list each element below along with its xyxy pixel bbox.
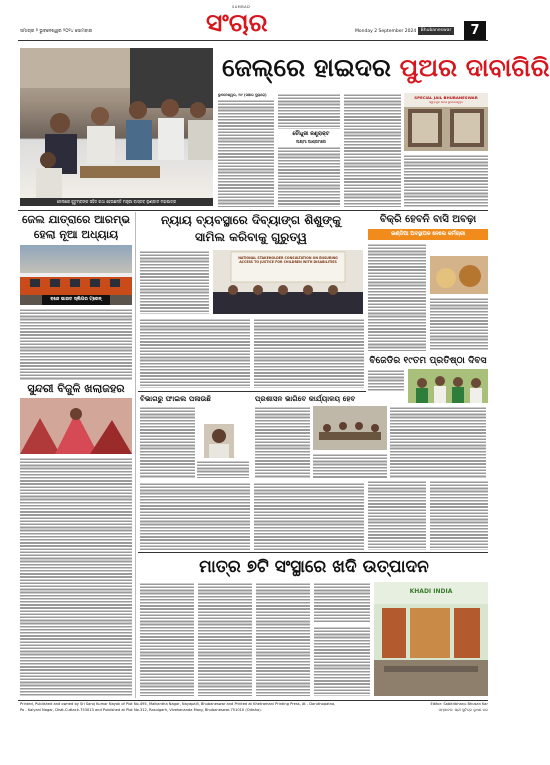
lead-photo-caption: ଜେଲରେ କୁଟୁମ୍ବଙ୍କ ସହିତ କଥା ହେଉଛନ୍ତି ମନ୍ତ୍ରୀ ବାସ୍ତବ ଲୁଣ୍ଡାଳ ମହାପାତ୍ର xyxy=(20,198,213,206)
train-caption: ବନ୍ଦେ ଭାରତ ସ୍ଲିପର ଟ୍ରେନ୍ xyxy=(42,295,110,305)
lead-col-1 xyxy=(218,99,274,207)
mid-meeting-photo xyxy=(313,406,387,450)
jail-headline-1: ଜେଲ ଯାତ୍ରାରେ ଆରମ୍ଭ xyxy=(21,213,131,226)
lead-col-2 xyxy=(278,93,340,129)
lead-dateline: ଭୁବନେଶ୍ୱର, ୧ା୯ (ସଞ୍ଚାର ବ୍ୟୁରୋ) xyxy=(218,93,267,97)
justice-col-3 xyxy=(254,318,364,388)
footer-rule xyxy=(18,700,488,701)
masthead-logo: ସଂଚାର xyxy=(206,8,268,37)
rule-bottom-story-top xyxy=(138,552,488,553)
justice-headline-1: ନ୍ୟାୟ ବ୍ୟବସ୍ଥାରେ ଦିବ୍ୟାଙ୍ଗ ଶିଶୁଙ୍କୁ xyxy=(161,213,341,227)
bjd-photo-figures xyxy=(408,369,488,403)
mid-col-5 xyxy=(390,406,486,478)
bjd-photo xyxy=(408,369,488,403)
electric-body xyxy=(20,457,132,697)
rule-justice-bottom xyxy=(138,391,366,392)
masthead-page-ref: ସମାଚାର ୨ ଭୁବନେଶ୍ୱର ୨୦୨୪ ସୋମବାର xyxy=(20,29,93,34)
special-jail-sign-odia: ସ୍ୱତନ୍ତ୍ର ଜେଲ ଭୁବନେଶ୍ୱର xyxy=(429,100,463,104)
lead-headline xyxy=(222,52,550,84)
masthead-date: Monday 2 September 2024 xyxy=(355,29,417,34)
bottom-col-1 xyxy=(140,582,194,696)
bottom-col-2 xyxy=(198,582,252,696)
sale-col-1 xyxy=(368,243,426,351)
sale-subhead: ଇଣ୍ଡିଆ ଅବସ୍ଥାପକ ନେଲେ କର୍ମଚାରୀ xyxy=(390,231,466,237)
right-body-b xyxy=(430,480,488,550)
khadi-shop-sign: KHADI INDIA xyxy=(409,588,453,595)
bottom-headline: ମାତ୍ର ୭ଟି ସଂସ୍ଥାରେ ଖଦି ଉତ୍ପାଦନ xyxy=(199,557,429,577)
masthead-city: Bhubaneswar xyxy=(420,28,452,33)
rule-left-col xyxy=(135,212,136,698)
bottom-col-5 xyxy=(314,626,370,696)
footer-rni: ସମ୍ପାଦକ: ଶ୍ରୀ ସୁଚିତ୍ର ଭୂଷଣ କର xyxy=(438,708,488,712)
masthead xyxy=(0,0,500,44)
lead-col-3 xyxy=(344,93,401,207)
lead-photo xyxy=(20,48,213,198)
rule-lead-bottom xyxy=(18,210,488,211)
lead-headline-black: ଜେଲ୍‌ରେ ହାଇଦର xyxy=(222,53,400,82)
khadi-shop-graphic xyxy=(374,582,488,696)
justice-headline-2: ସାମିଲ କରିବାକୁ ଗୁରୁତ୍ୱ xyxy=(194,230,307,244)
mid-col-1 xyxy=(140,406,195,478)
page-number: 7 xyxy=(470,23,480,38)
mid-portrait-figure xyxy=(204,424,234,458)
mid-headline-1: ବିଭାଗରୁ ଫାଇଲ ପଳାଉଛି xyxy=(140,394,211,403)
sale-subhead-box xyxy=(368,229,488,240)
mid-col-4 xyxy=(313,453,387,478)
footer-editor: Editor: Sabitribhanu Bhusan Kar xyxy=(430,702,488,706)
justice-col-1 xyxy=(140,250,209,314)
special-jail-sign: SPECIAL JAIL BHUBANESWAR xyxy=(414,95,478,100)
page-number-box xyxy=(464,21,486,40)
bjd-headline: ବିଜେଡିର ୧୯ତମ ପ୍ରତିଷ୍ଠା ଦିବସ xyxy=(369,355,487,366)
mid-meeting-figures xyxy=(313,406,387,450)
electric-photo-figures xyxy=(20,398,132,454)
mid-portrait xyxy=(204,424,234,458)
sale-photo-food xyxy=(430,256,488,294)
lead-col-2b xyxy=(278,146,340,207)
train-photo xyxy=(20,245,132,305)
center-body-a xyxy=(140,482,250,550)
jail-headline-2: ହେଲା ନୂଆ ଅଧ୍ୟାୟ xyxy=(33,228,119,241)
center-body-b xyxy=(254,482,364,550)
sale-col-2 xyxy=(430,297,488,351)
lead-headline-red: ପୁଅର ଦାବାଗିରି xyxy=(399,53,550,82)
jail-body xyxy=(20,308,132,380)
electric-photo xyxy=(20,398,132,454)
khadi-shop-photo xyxy=(374,582,488,696)
masthead-city-box xyxy=(418,27,454,35)
electric-headline: ସୁନ୍ଦରୀ ବିଜୁଳି ଖଲାଜହର xyxy=(27,382,125,395)
bottom-col-4 xyxy=(314,582,370,622)
special-jail-photo xyxy=(404,93,488,151)
sale-photo xyxy=(430,256,488,294)
mid-col-2 xyxy=(197,460,249,478)
lead-photo-figures xyxy=(20,48,213,198)
bjd-col-1 xyxy=(368,369,404,391)
masthead-logo-tag: SAMBAD xyxy=(232,5,251,9)
bottom-col-3 xyxy=(256,582,310,696)
mid-headline-2: ପ୍ରଶାସନ ଭାଗିବେ କାର୍ଯ୍ୟାଳୟ ହେବ xyxy=(255,394,356,403)
right-body-a xyxy=(368,480,426,550)
masthead-rule xyxy=(18,40,488,41)
mid-col-3 xyxy=(255,406,310,478)
sale-headline: ବିକ୍ରି ହେବନି ବାସି ଅବଢ଼ା xyxy=(379,214,477,225)
lead-subhead-2: ଲକ୍ଷ୍ମୀ ଆଶ୍ରମରେ xyxy=(296,139,326,144)
special-jail-caption xyxy=(404,154,488,207)
justice-photo xyxy=(213,250,363,314)
justice-col-2 xyxy=(140,318,250,388)
footer-imprint-2: Po - Kalyani Nagar, Distt-Cuttack-753013 and Published at Plot No.312, Rasulgarh, Vivekananda Marg, Bhubaneswar-751010 (Odisha). xyxy=(20,708,262,712)
footer-imprint-1: Printed, Published and owned by Sri Saroj Kumar Nayak of Plot No.495, Malkantha Nagar, Nayapalli, Bhubaneswar and Printed at Khetramani Printing Press, At - Daruthopatna, xyxy=(20,702,336,706)
justice-banner: NATIONAL STAKEHOLDER CONSULTATION ON ENSURING ACCESS TO JUSTICE FOR CHILDREN WITH DISABILITIES xyxy=(238,256,338,264)
lead-subhead: ଚୌଧୁରୀ କଣ୍ଟ୍ରାକ୍ଟ xyxy=(292,131,330,137)
